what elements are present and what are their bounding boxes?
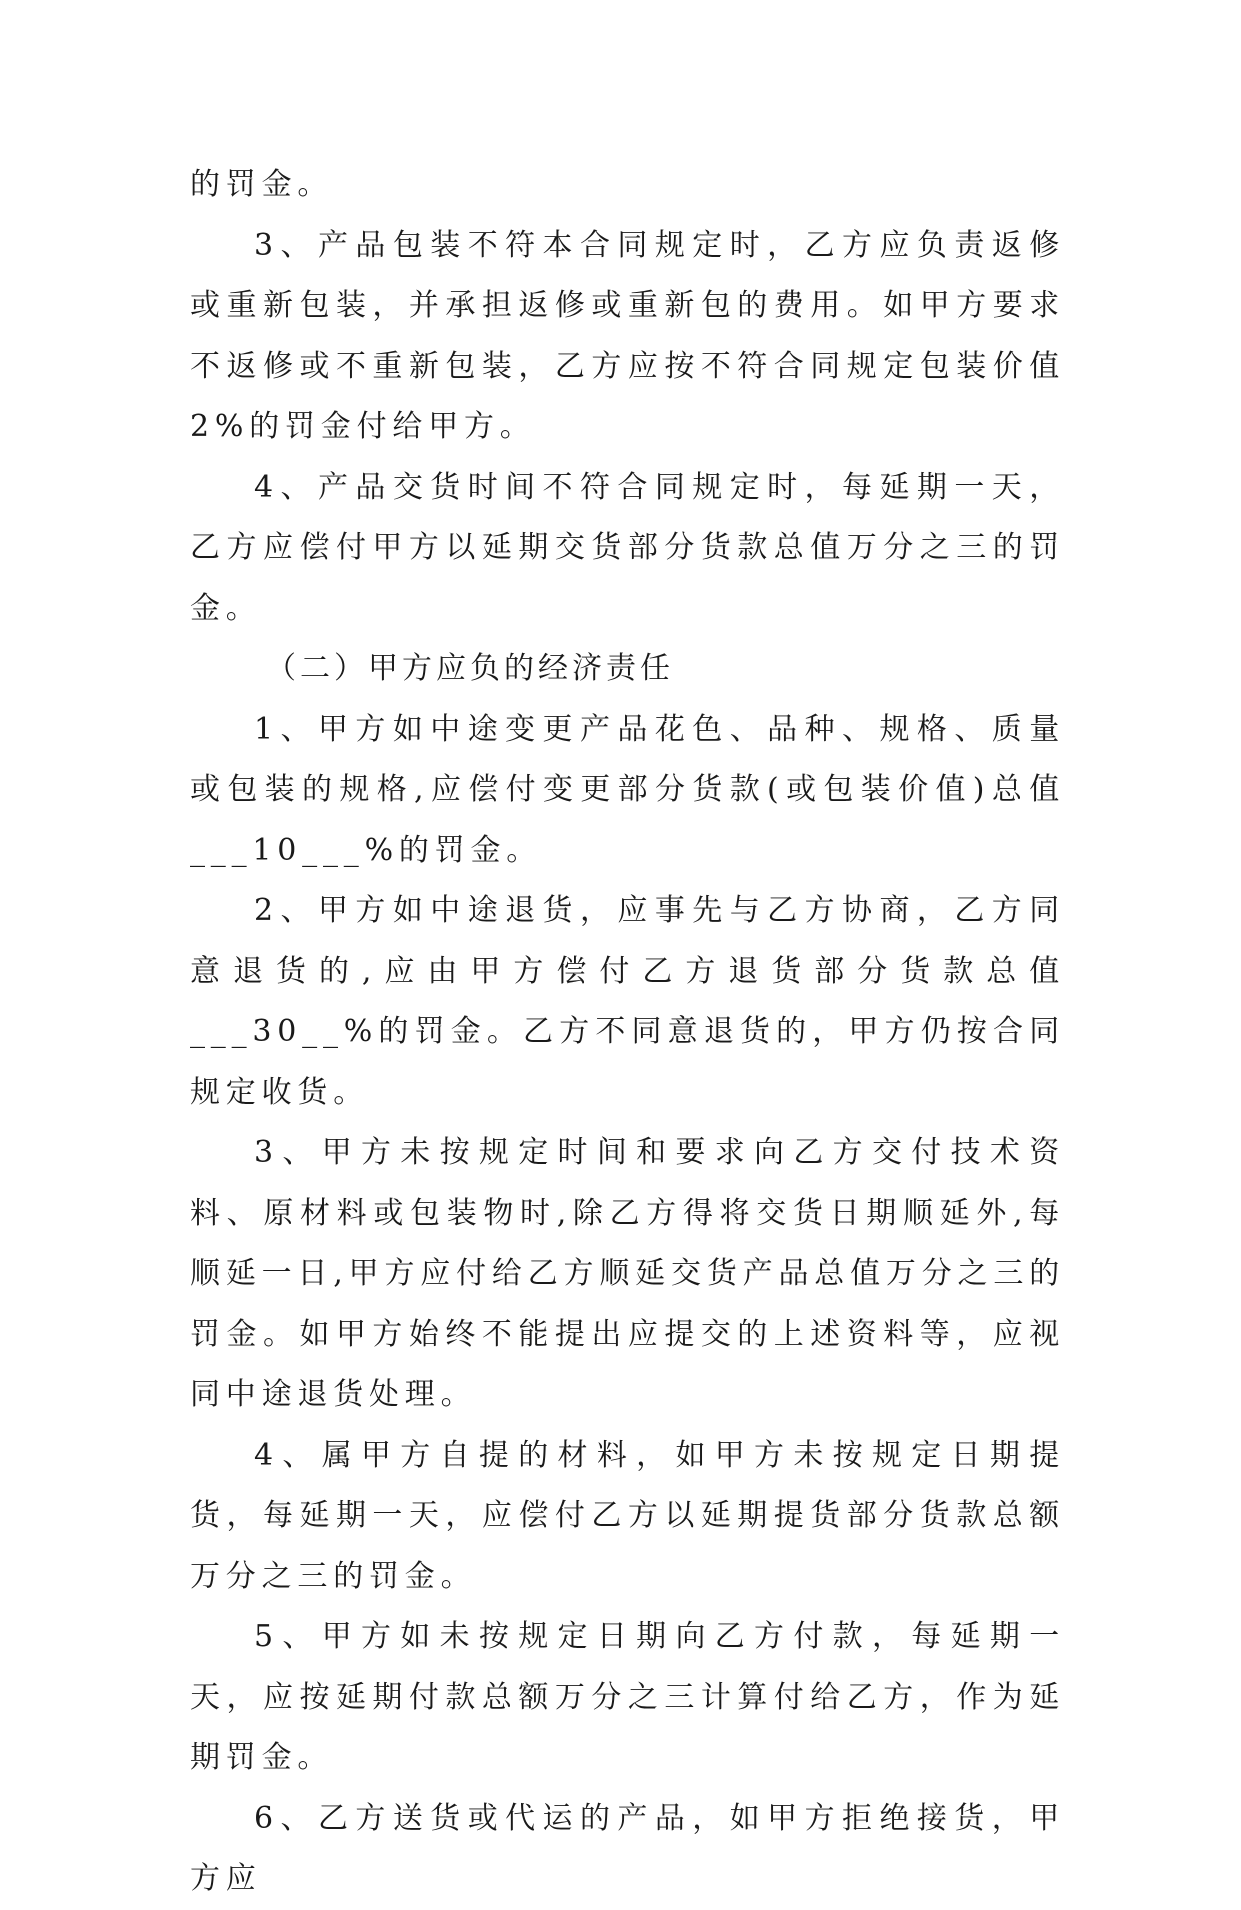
section-heading-buyer-liability: （二）甲方应负的经济责任 [266, 651, 674, 686]
paragraph-buyer-clause-2: 2、甲方如中途退货，应事先与乙方协商，乙方同意退货的,应由甲方偿付乙方退货部分货款总值___30__%的罚金。乙方不同意退货的，甲方仍按合同规定收货。 [190, 893, 1065, 1110]
paragraph-buyer-clause-3: 3、甲方未按规定时间和要求向乙方交付技术资料、原材料或包装物时,除乙方得将交货日期顺延外,每顺延一日,甲方应付给乙方顺延交货产品总值万分之三的罚金。如甲方始终不能提出应提交的上述资料等，应视同中途退货处理。 [190, 1135, 1065, 1412]
document-page [190, 155, 1065, 1910]
paragraph-buyer-clause-4: 4、属甲方自提的材料，如甲方未按规定日期提货，每延期一天，应偿付乙方以延期提货部分货款总额万分之三的罚金。 [190, 1437, 1065, 1594]
paragraph-buyer-clause-1: 1、甲方如中途变更产品花色、品种、规格、质量或包装的规格,应偿付变更部分货款(或包装价值)总值___10___%的罚金。 [190, 711, 1065, 868]
paragraph-seller-clause-4: 4、产品交货时间不符合同规定时，每延期一天，乙方应偿付甲方以延期交货部分货款总值万分之三的罚金。 [190, 469, 1065, 626]
paragraph-buyer-clause-5: 5、甲方如未按规定日期向乙方付款，每延期一天，应按延期付款总额万分之三计算付给乙方，作为延期罚金。 [190, 1619, 1065, 1775]
paragraph-continuation: 的罚金。 [190, 167, 334, 202]
paragraph-buyer-clause-6: 6、乙方送货或代运的产品，如甲方拒绝接货，甲方应 [190, 1800, 1065, 1896]
paragraph-seller-clause-3: 3、产品包装不符本合同规定时，乙方应负责返修或重新包装，并承担返修或重新包的费用。如甲方要求不返修或不重新包装，乙方应按不符合同规定包装价值2%的罚金付给甲方。 [190, 227, 1065, 444]
